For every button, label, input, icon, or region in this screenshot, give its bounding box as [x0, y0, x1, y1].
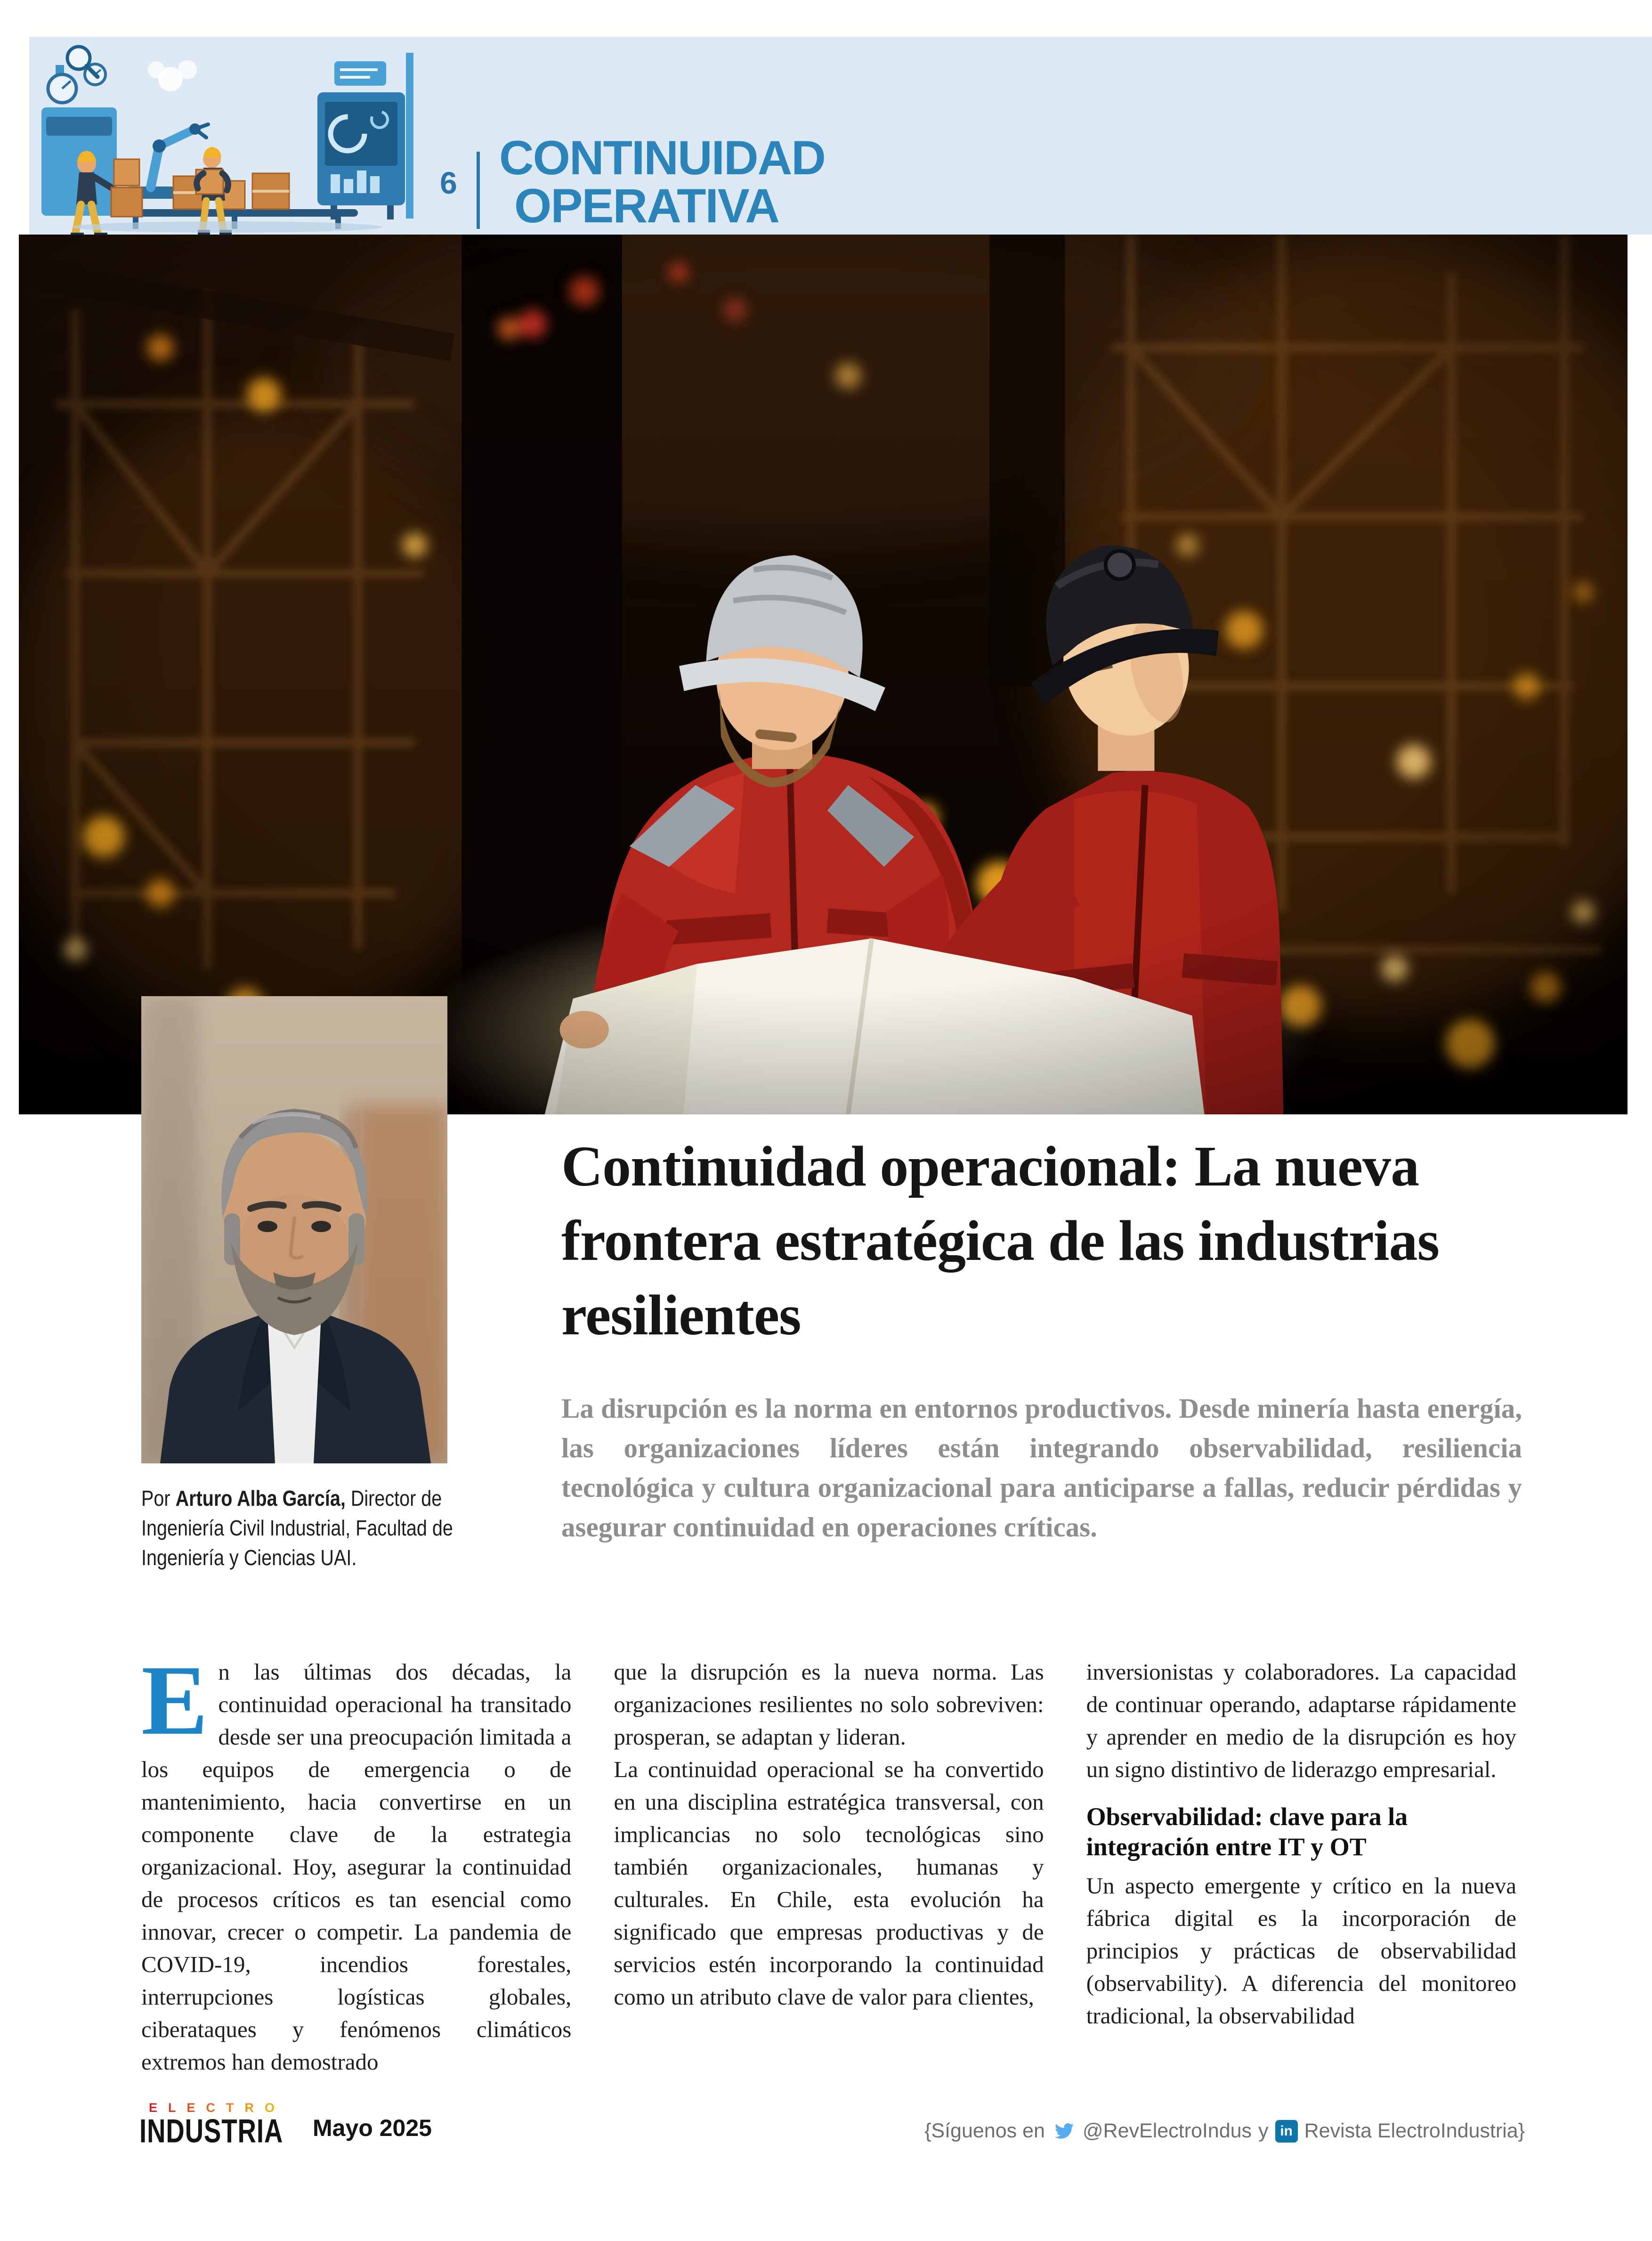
social-follow-line — [924, 2119, 1525, 2143]
byline-line3: Ingeniería y Ciencias UAI. — [141, 1545, 357, 1570]
author-portrait — [141, 996, 447, 1463]
paragraph: Un aspecto emergente y crítico en la nueva fábrica digital es la incorporación de principios y prácticas de observabilidad (observability). A diferencia del monitoreo tradicional, la observabilidad — [1086, 1873, 1516, 2029]
linkedin-page-label[interactable]: Revista ElectroIndustria} — [1304, 2119, 1525, 2142]
hero-photo — [19, 235, 1628, 1114]
logo-industria-label: INDUSTRIA — [139, 2112, 283, 2150]
byline-line1: Por Arturo Alba García, Director de — [141, 1486, 442, 1510]
body-column-1 — [141, 1645, 572, 2078]
body-column-3 — [1086, 1656, 1516, 2078]
issue-date: Mayo 2025 — [313, 2115, 432, 2141]
header-band — [29, 37, 1652, 235]
paragraph: La continuidad operacional se ha convertido en una disciplina estratégica transversal, con implicancias no solo tecnológicas sino también organizacionales, humanas y culturales. En Chile, esta evolución ha significado que empresas productivas y de servicios estén incorporando la continuidad como un atributo clave de valor para clientes, — [614, 1756, 1044, 2010]
section-title-line1: CONTINUIDAD — [499, 131, 825, 185]
logo-electro-label: ELECTRO — [149, 2101, 286, 2115]
social-prefix: {Síguenos en — [924, 2119, 1045, 2142]
header-divider — [477, 152, 480, 229]
page-number: 6 — [440, 165, 457, 200]
section-subheading: Observabilidad: clave para la integración entre IT y OT — [1086, 1803, 1408, 1861]
article-lead: La disrupción es la norma en entornos productivos. Desde minería hasta energía, las organizaciones líderes están integrando observabilidad, resiliencia tecnológica y cultura organizacional para anticiparse a fallas, reducir pérdidas y asegurar continuidad en operaciones críticas. — [561, 1393, 1522, 1543]
factory-illustration — [29, 37, 415, 235]
electroindustria-logo — [139, 2101, 337, 2150]
twitter-handle[interactable]: @RevElectroIndus — [1082, 2119, 1252, 2142]
social-middle: y — [1258, 2119, 1269, 2142]
section-title — [499, 131, 825, 233]
drop-cap: E — [141, 1645, 208, 1755]
body-column-2 — [614, 1656, 1044, 2078]
byline-caption — [141, 1484, 538, 1573]
article-body — [141, 1645, 1516, 2078]
paragraph: inversionistas y colaboradores. La capacidad de continuar operando, adaptarse rápidamente y aprender en medio de la disrupción es hoy un signo distintivo de liderazgo empresarial. — [1086, 1659, 1516, 1782]
author-name: Arturo Alba García, — [175, 1486, 346, 1510]
section-title-line2: OPERATIVA — [514, 179, 779, 233]
twitter-bird-icon[interactable] — [1052, 2121, 1076, 2142]
article-title: Continuidad operacional: La nueva frontera estratégica de las industrias resilientes — [561, 1135, 1440, 1347]
paragraph: que la disrupción es la nueva norma. Las organizaciones resilientes no solo sobreviven: prosperan, se adaptan y lideran. — [614, 1659, 1044, 1750]
paragraph: En las últimas dos décadas, la continuidad operacional ha transitado desde ser una preocupación limitada a los equipos de emergencia o de mantenimiento, hacia convertirse en un componente clave de la estrategia organizacional. Hoy, asegurar la continuidad de procesos críticos es tan esencial como innovar, crecer o competir. La pandemia de COVID-19, incendios forestales, interrupciones logísticas globales, ciberataques y fenómenos climáticos extremos han demostrado — [141, 1645, 572, 2075]
linkedin-icon[interactable]: in — [1275, 2120, 1298, 2143]
byline-line2: Ingeniería Civil Industrial, Facultad de — [141, 1516, 453, 1540]
